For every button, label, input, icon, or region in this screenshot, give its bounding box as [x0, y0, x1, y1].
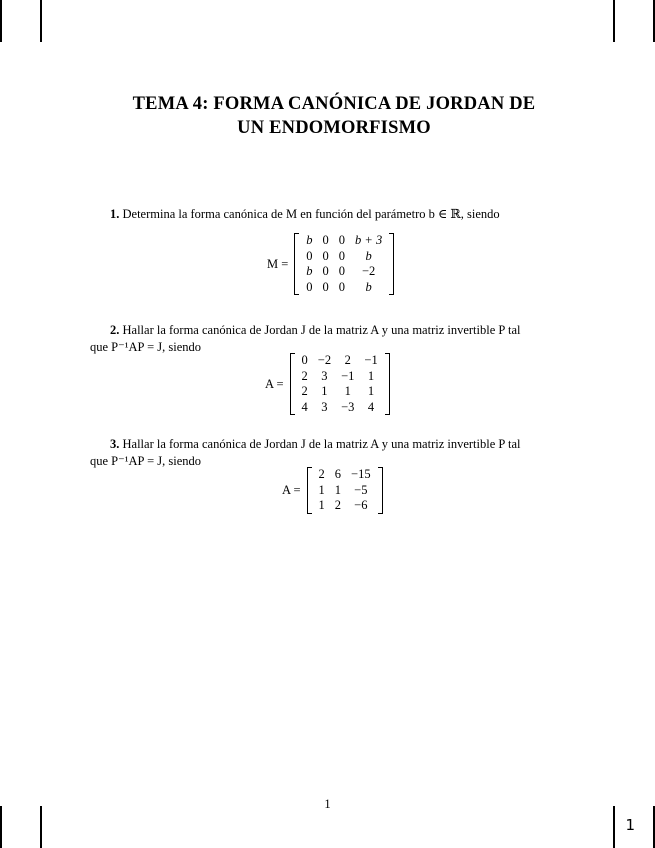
page-title: [60, 92, 608, 140]
matrix-cell: 2: [301, 384, 308, 398]
matrix-cell: 1: [367, 384, 375, 398]
matrix-cell: b + 3: [355, 233, 383, 247]
matrix-cell: 3: [321, 399, 328, 414]
matrix-m-table: [301, 233, 387, 295]
matrix-cell: −3: [341, 399, 355, 414]
matrix-cell: 4: [367, 399, 375, 414]
title-line-1: TEMA 4: FORMA CANÓNICA DE JORDAN DE: [132, 94, 536, 114]
matrix-a2-table: [297, 353, 383, 415]
problem-3-statement-line-1: [90, 436, 580, 453]
matrix-row: [297, 353, 383, 369]
matrix-a3-name: A =: [282, 482, 301, 497]
page-number: 1: [324, 797, 331, 811]
matrix-cell: 4: [301, 399, 308, 414]
matrix-cell: −1: [364, 353, 378, 367]
matrix-cell: 2: [318, 467, 325, 481]
matrix-a2: [290, 353, 390, 415]
matrix-cell: −6: [354, 498, 368, 512]
matrix-a3: [307, 467, 383, 514]
crop-bl-vert: [40, 806, 42, 848]
matrix-row: [301, 280, 387, 296]
matrix-cell: 0: [322, 233, 329, 247]
matrix-cell: 0: [338, 248, 346, 263]
crop-tl-left: [40, 0, 42, 42]
matrix-row: [297, 384, 383, 400]
matrix-cell: 0: [322, 248, 329, 263]
matrix-cell: b: [365, 279, 372, 294]
matrix-row: [301, 249, 387, 265]
crop-bl-edge: [0, 806, 2, 848]
matrix-m-block: [267, 233, 394, 295]
problem-2-text-line-2: que P⁻¹AP = J, siendo: [90, 340, 202, 354]
matrix-cell: 0: [322, 279, 329, 294]
matrix-cell: 0: [338, 279, 346, 294]
matrix-cell: 0: [301, 353, 308, 367]
matrix-cell: 1: [321, 384, 328, 398]
matrix-cell: 0: [338, 233, 346, 247]
crop-tl-mark: [0, 0, 2, 42]
crop-br-vert: [613, 806, 615, 848]
matrix-cell: −15: [351, 467, 371, 481]
problem-2: [90, 322, 580, 356]
matrix-cell: 0: [306, 248, 313, 263]
matrix-m-name: M =: [267, 256, 289, 271]
problem-1-text: Determina la forma canónica de M en función del parámetro b ∈ ℝ, siendo: [122, 207, 500, 221]
matrix-row: [314, 467, 376, 483]
matrix-cell: 2: [334, 498, 342, 512]
problem-2-text-line-1: Hallar la forma canónica de Jordan J de la matriz A y una matriz invertible P tal: [122, 323, 521, 337]
matrix-cell: b: [306, 264, 313, 278]
problem-2-number: 2.: [110, 323, 120, 337]
matrix-cell: b: [306, 233, 313, 247]
matrix-a2-block: [265, 353, 390, 415]
problem-1: [90, 206, 580, 223]
matrix-cell: 2: [344, 353, 351, 367]
problem-2-statement-line-1: [90, 322, 580, 339]
matrix-cell: 1: [318, 498, 325, 512]
matrix-cell: 1: [318, 482, 325, 497]
matrix-a3-block: [282, 467, 383, 514]
problem-3-number: 3.: [110, 437, 120, 451]
matrix-cell: −2: [361, 264, 376, 278]
matrix-cell: 2: [301, 368, 308, 383]
matrix-row: [297, 369, 383, 385]
matrix-cell: 3: [321, 368, 328, 383]
crop-tr-left: [613, 0, 615, 42]
matrix-row: [301, 233, 387, 249]
matrix-a3-table: [314, 467, 376, 514]
problem-3: [90, 436, 580, 470]
matrix-cell: −1: [341, 368, 355, 383]
problem-1-number: 1.: [110, 207, 120, 221]
matrix-m: [294, 233, 394, 295]
matrix-row: [314, 498, 376, 514]
matrix-row: [301, 264, 387, 280]
matrix-cell: 1: [367, 368, 375, 383]
viewer-page-indicator: 1: [625, 816, 635, 834]
problem-3-text-line-1: Hallar la forma canónica de Jordan J de la matriz A y una matriz invertible P tal: [122, 437, 521, 451]
matrix-cell: b: [365, 248, 372, 263]
matrix-cell: −5: [354, 482, 368, 497]
matrix-cell: 1: [334, 482, 342, 497]
matrix-a2-name: A =: [265, 376, 284, 391]
matrix-cell: 0: [322, 264, 329, 278]
matrix-row: [297, 400, 383, 416]
problem-3-text-line-2: que P⁻¹AP = J, siendo: [90, 454, 202, 468]
title-line-2: UN ENDOMORFISMO: [237, 118, 431, 138]
matrix-cell: −2: [317, 353, 332, 367]
matrix-row: [314, 483, 376, 499]
matrix-cell: 0: [338, 264, 346, 278]
matrix-cell: 6: [334, 467, 342, 481]
matrix-cell: 0: [306, 279, 313, 294]
problem-1-statement: [90, 206, 580, 223]
matrix-cell: 1: [344, 384, 351, 398]
